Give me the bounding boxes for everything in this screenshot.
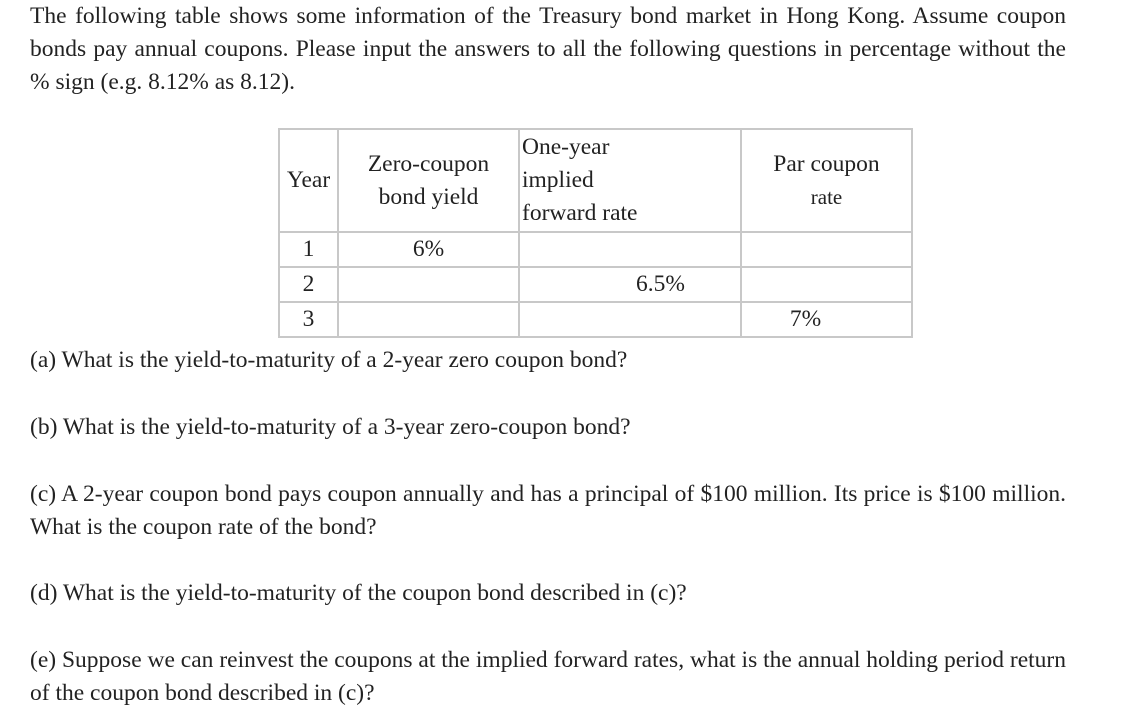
cell-par-rate (741, 267, 912, 302)
question-c: (c) A 2-year coupon bond pays coupon annually and has a principal of $100 million. Its price is $100 million. What is the coupon rate of the bond? (30, 481, 1066, 540)
bond-market-table-wrap (278, 128, 913, 338)
cell-zero-yield: 6% (338, 232, 519, 267)
header-par-coupon-rate (741, 129, 912, 232)
table-row (279, 267, 912, 302)
bond-market-table (278, 128, 913, 338)
header-zero-line2: bond yield (378, 183, 479, 210)
question-e: (e) Suppose we can reinvest the coupons at the implied forward rates, what is the annual holding period return of the coupon bond described in (c)? (30, 647, 1066, 706)
cell-zero-yield (338, 267, 519, 302)
header-year: Year (279, 129, 338, 232)
cell-year: 1 (279, 232, 338, 267)
cell-year: 2 (279, 267, 338, 302)
header-fwd-line3: forward rate (522, 200, 638, 226)
cell-year: 3 (279, 302, 338, 337)
cell-zero-yield (338, 302, 519, 337)
cell-par-rate: 7% (741, 302, 912, 337)
header-forward-rate (519, 129, 741, 232)
header-par-line1: Par coupon (773, 150, 880, 177)
header-fwd-line1: One-year (522, 134, 610, 160)
header-zero-coupon-yield (338, 129, 519, 232)
cell-par-rate (741, 232, 912, 267)
table-header-row (279, 129, 912, 232)
header-fwd-line2: implied (522, 167, 594, 193)
header-par-line2: rate (810, 184, 843, 209)
table-row (279, 302, 912, 337)
question-a: (a) What is the yield-to-maturity of a 2-year zero coupon bond? (30, 347, 628, 373)
intro-paragraph: The following table shows some information of the Treasury bond market in Hong Kong. Assume coupon bonds pay annual coupons. Please input the answers to all the following questions in percentage without the % sign (e.g. 8.12% as 8.12). (30, 3, 1066, 95)
cell-forward-rate (519, 232, 741, 267)
cell-forward-rate: 6.5% (519, 267, 741, 302)
cell-forward-rate (519, 302, 741, 337)
header-zero-line1: Zero-coupon (367, 150, 490, 177)
question-b: (b) What is the yield-to-maturity of a 3-year zero-coupon bond? (30, 414, 631, 440)
table-row (279, 232, 912, 267)
question-d: (d) What is the yield-to-maturity of the coupon bond described in (c)? (30, 580, 687, 606)
